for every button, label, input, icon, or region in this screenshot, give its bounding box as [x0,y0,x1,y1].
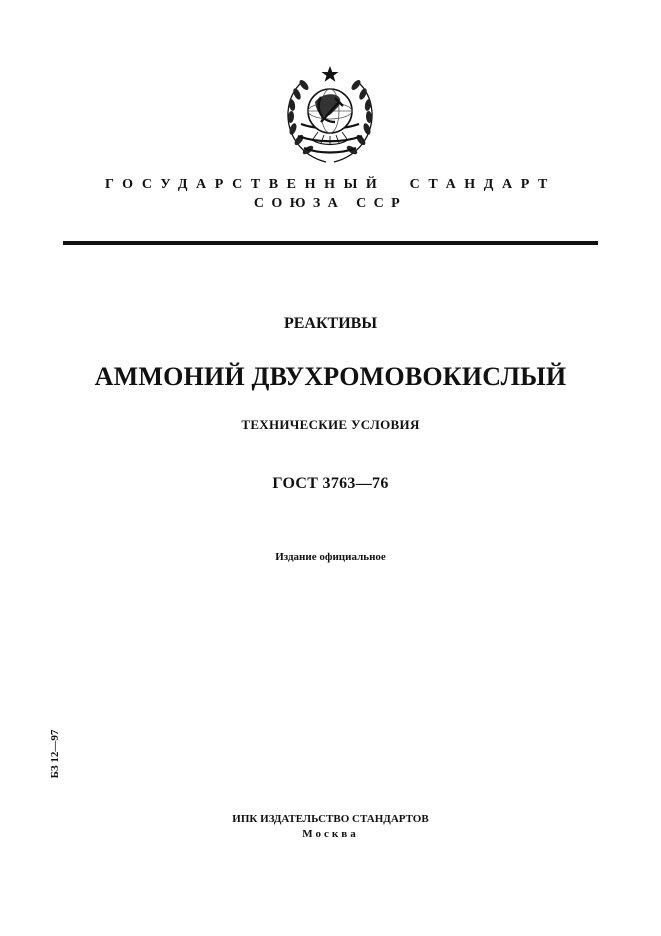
header-title-line-2: СОЮЗА ССР [253,196,408,211]
edition-note: Издание официальное [275,551,386,563]
document-subtitle: ТЕХНИЧЕСКИЕ УСЛОВИЯ [241,417,420,432]
publisher-city: Москва [302,828,359,840]
document-title: АММОНИЙ ДВУХРОМОВОКИСЛЫЙ [94,362,567,391]
side-code: БЗ 12—97 [49,729,61,779]
header-divider [63,241,598,245]
document-category: РЕАКТИВЫ [283,315,378,332]
header-title-line-1: ГОСУДАРСТВЕННЫЙ СТАНДАРТ [105,177,556,192]
state-emblem-icon [277,64,383,172]
publisher-name: ИПК ИЗДАТЕЛЬСТВО СТАНДАРТОВ [232,813,429,825]
standard-number: ГОСТ 3763—76 [272,475,389,492]
